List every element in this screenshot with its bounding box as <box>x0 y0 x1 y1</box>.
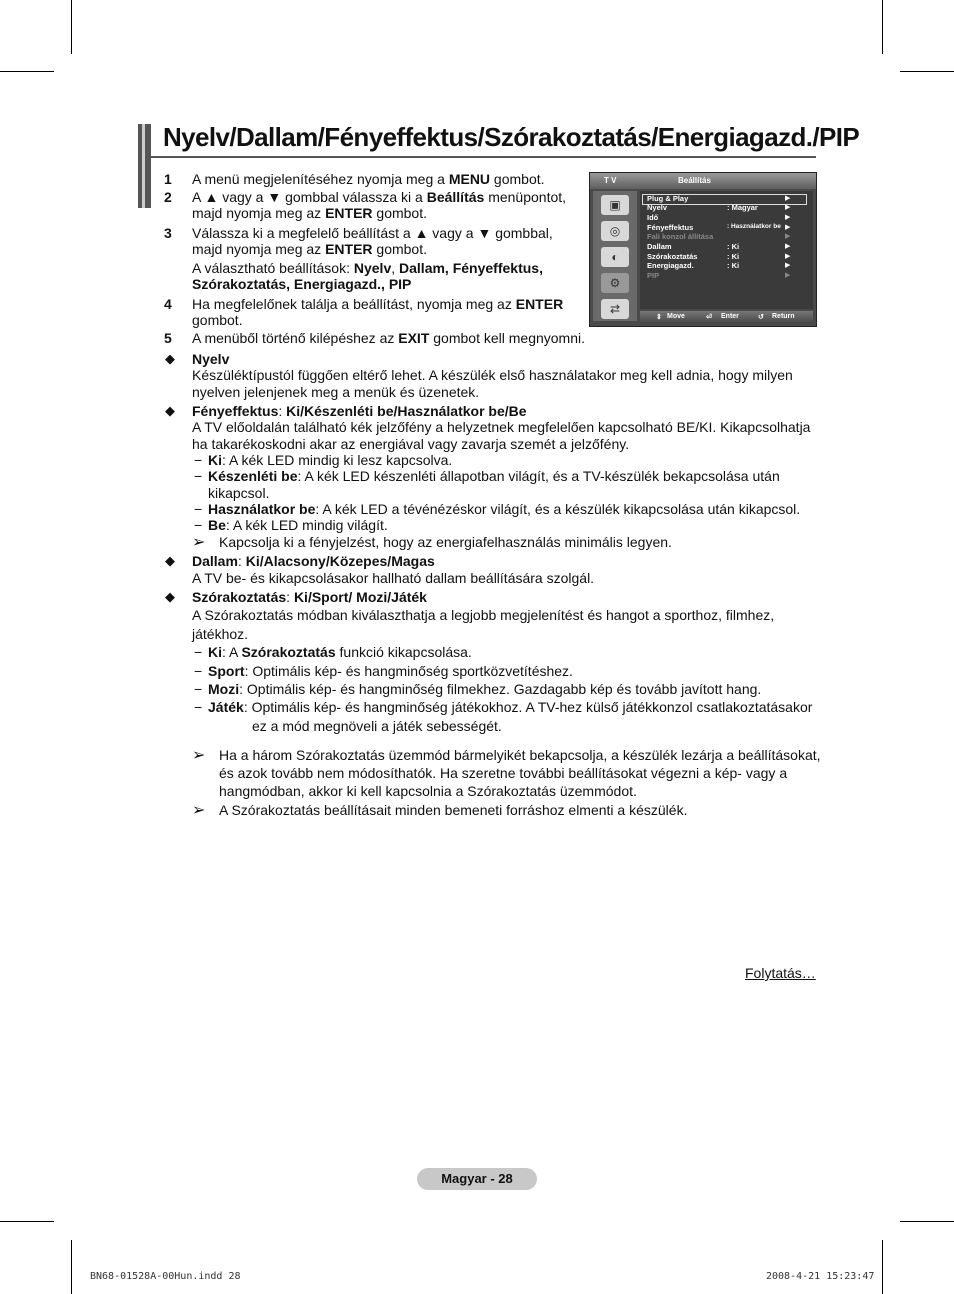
tv-menu-source-label: T V <box>604 176 617 185</box>
picture-icon: ▣ <box>601 195 629 215</box>
step-3-text-line2: majd nyomja meg az ENTER gombot. <box>192 241 427 257</box>
note-arrow-icon: ➢ <box>192 747 206 764</box>
crop-mark <box>0 71 54 72</box>
tv-menu-move-label: Move <box>667 313 685 320</box>
diamond-bullet-icon: ◆ <box>165 351 175 366</box>
enter-icon: ⏎ <box>706 314 712 321</box>
diamond-bullet-icon: ◆ <box>165 403 175 418</box>
step-5-text: A menüből történő kilépéshez az EXIT gombot kell megnyomni. <box>192 330 586 346</box>
crop-mark <box>900 1221 954 1222</box>
tv-menu-row-label: Fali konzol állítása <box>647 232 714 241</box>
input-icon: ⇄ <box>601 299 629 319</box>
note-1-line1: Ha a három Szórakoztatás üzemmód bármelyikét bekapcsolja, a készülék lezárja a beállításokat, <box>219 747 821 763</box>
fenyeffektus-option-keszenleti-line2: kikapcsol. <box>208 485 270 501</box>
title-rule <box>151 156 816 158</box>
tv-menu-row-value: : Használatkor be <box>727 223 781 230</box>
dash-bullet: − <box>194 663 203 679</box>
szorakoztatas-text-line2: játékhoz. <box>192 626 249 642</box>
tv-menu-arrow-icon: ▶ <box>785 272 791 279</box>
channel-icon: ◐ <box>601 247 629 267</box>
step-number: 5 <box>164 330 172 346</box>
setup-icon: ⚙ <box>601 273 629 293</box>
tv-menu-row-value: : Ki <box>727 252 740 261</box>
tv-menu-row-value: : Ki <box>727 242 740 251</box>
tv-menu-row-value: : Ki <box>727 261 740 270</box>
tv-menu-row-value: : Magyar <box>727 203 758 212</box>
fenyeffektus-option-keszenleti: Készenléti be: A kék LED készenléti állapotban világít, és a TV-készülék bekapcsolása után <box>208 468 780 484</box>
fenyeffektus-text: A TV előoldalán található kék jelzőfény a helyzetnek megfelelően kapcsolható BE/KI. Kikapcsolhatja <box>192 419 811 435</box>
step-4-text-line2: gombot. <box>192 312 243 328</box>
move-icon: ⇕ <box>656 314 662 321</box>
return-icon: ↺ <box>758 314 764 321</box>
tv-menu-row-label: Idő <box>647 213 659 222</box>
szorakoztatas-text: A Szórakoztatás módban kiválaszthatja a legjobb megjelenítést és hangot a sporthoz, filmhez, <box>192 607 775 623</box>
fenyeffektus-note: Kapcsolja ki a fényjelzést, hogy az energiafelhasználás minimális legyen. <box>219 534 672 550</box>
fenyeffektus-option-hasznalatkor: Használatkor be: A kék LED a tévénézéskor világít, és a készülék kikapcsolása után kikapcsol. <box>208 501 801 517</box>
note-arrow-icon: ➢ <box>192 534 206 551</box>
tv-menu-arrow-icon: ▶ <box>785 233 791 240</box>
tv-menu-enter-label: Enter <box>721 313 739 320</box>
tv-menu-row-label: Dallam <box>647 242 672 251</box>
page-title: Nyelv/Dallam/Fényeffektus/Szórakoztatás/Energiagazd./PIP <box>163 122 860 152</box>
tv-menu-header <box>590 173 816 189</box>
szorakoztatas-option-jatek: Játék: Optimális kép- és hangminőség játékokhoz. A TV-hez külső játékkonzol csatlakoztatásakor <box>208 699 813 715</box>
bullet-heading-nyelv: Nyelv <box>192 351 230 367</box>
dash-bullet: − <box>194 699 203 715</box>
crop-mark <box>71 0 72 54</box>
szorakoztatas-option-jatek-line2: ez a mód megnöveli a játék sebességét. <box>252 718 502 734</box>
tv-menu-row-label: Energiagazd. <box>647 261 694 270</box>
dash-bullet: − <box>194 517 203 533</box>
step-2-text: A ▲ vagy a ▼ gombbal válassza ki a Beállítás menüpontot, <box>192 189 567 205</box>
crop-mark <box>882 1240 883 1294</box>
fenyeffektus-option-ki: Ki: A kék LED mindig ki lesz kapcsolva. <box>208 452 453 468</box>
file-slug: BN68-01528A-00Hun.indd 28 <box>90 1271 241 1282</box>
fenyeffektus-option-be: Be: A kék LED mindig világít. <box>208 517 388 533</box>
tv-menu-arrow-icon: ▶ <box>785 214 791 221</box>
crop-mark <box>71 1240 72 1294</box>
continue-link: Folytatás… <box>745 965 816 981</box>
date-slug: 2008-4-21 15:23:47 <box>766 1271 875 1282</box>
step-number: 1 <box>164 171 172 187</box>
tv-menu-title: Beállítás <box>678 176 711 185</box>
tv-menu-arrow-icon: ▶ <box>785 204 791 211</box>
note-2: A Szórakoztatás beállításait minden bemeneti forráshoz elmenti a készülék. <box>219 802 688 818</box>
dash-bullet: − <box>194 501 203 517</box>
tv-menu-arrow-icon: ▶ <box>785 195 791 202</box>
step-number: 2 <box>164 189 172 205</box>
tv-menu-panel <box>640 191 813 309</box>
step-2-text-line2: majd nyomja meg az ENTER gombot. <box>192 205 427 221</box>
bullet-heading-szorakoztatas: Szórakoztatás: Ki/Sport/ Mozi/Játék <box>192 589 427 605</box>
szorakoztatas-option-sport: Sport: Optimális kép- és hangminőség sportközvetítéshez. <box>208 663 573 679</box>
tv-menu-screenshot <box>589 172 817 327</box>
szorakoztatas-option-mozi: Mozi: Optimális kép- és hangminőség filmekhez. Gazdagabb kép és tovább javított hang. <box>208 681 762 697</box>
tv-menu-arrow-icon: ▶ <box>785 243 791 250</box>
dash-bullet: − <box>194 644 203 660</box>
szorakoztatas-option-ki: Ki: A Szórakoztatás funkció kikapcsolása. <box>208 644 472 660</box>
dash-bullet: − <box>194 452 203 468</box>
title-accent-stripe <box>142 124 145 208</box>
tv-menu-row-label: PIP <box>647 271 660 280</box>
dallam-text: A TV be- és kikapcsolásakor hallható dallam beállítására szolgál. <box>192 570 595 586</box>
bullet-heading-dallam: Dallam: Ki/Alacsony/Közepes/Magas <box>192 553 435 569</box>
diamond-bullet-icon: ◆ <box>165 553 175 568</box>
tv-menu-sidebar <box>593 191 637 321</box>
fenyeffektus-text-line2: ha takarékoskodni akar az energiával vagy zavarja szemét a jelzőfény. <box>192 436 630 452</box>
note-1-line3: hangmódban, akkor ki kell kapcsolnia a Szórakoztatás üzemmódot. <box>219 783 637 799</box>
tv-menu-row-label: Nyelv <box>647 203 668 212</box>
step-number: 3 <box>164 225 172 241</box>
bullet-heading-fenyeffektus: Fényeffektus: Ki/Készenléti be/Használatkor be/Be <box>192 403 527 419</box>
step-4-text: Ha megfelelőnek találja a beállítást, nyomja meg az ENTER <box>192 296 564 312</box>
step-3-text: Válassza ki a megfelelő beállítást a ▲ vagy a ▼ gombbal, <box>192 225 553 241</box>
note-1-line2: és azok tovább nem módosíthatók. Ha szeretne további beállításokat végezni a kép- vagy a <box>219 765 788 781</box>
tv-menu-row-label: Szórakoztatás <box>647 252 698 261</box>
nyelv-text: Készüléktípustól függően eltérő lehet. A készülék első használatakor meg kell adnia, hogy milyen <box>192 367 793 383</box>
nyelv-text-line2: nyelven jelenjenek meg a menük és üzenetek. <box>192 384 480 400</box>
step-3-options: A választható beállítások: Nyelv, Dallam, Fényeffektus, <box>192 260 543 276</box>
crop-mark <box>882 0 883 54</box>
step-number: 4 <box>164 296 172 312</box>
tv-menu-row-label: Fényeffektus <box>647 223 694 232</box>
tv-menu-arrow-icon: ▶ <box>785 224 791 231</box>
tv-menu-return-label: Return <box>772 313 795 320</box>
tv-menu-arrow-icon: ▶ <box>785 253 791 260</box>
diamond-bullet-icon: ◆ <box>165 589 175 604</box>
note-arrow-icon: ➢ <box>192 802 206 819</box>
sound-icon: ◎ <box>601 221 629 241</box>
step-1-text: A menü megjelenítéséhez nyomja meg a MENU gombot. <box>192 171 545 187</box>
tv-menu-arrow-icon: ▶ <box>785 262 791 269</box>
crop-mark <box>900 71 954 72</box>
dash-bullet: − <box>194 468 203 484</box>
dash-bullet: − <box>194 681 203 697</box>
step-3-options-line2: Szórakoztatás, Energiagazd., PIP <box>192 276 412 292</box>
tv-menu-footer <box>640 311 813 324</box>
tv-menu-row-label: Plug & Play <box>647 194 689 203</box>
crop-mark <box>0 1221 54 1222</box>
page-number-badge: Magyar - 28 <box>417 1168 537 1190</box>
